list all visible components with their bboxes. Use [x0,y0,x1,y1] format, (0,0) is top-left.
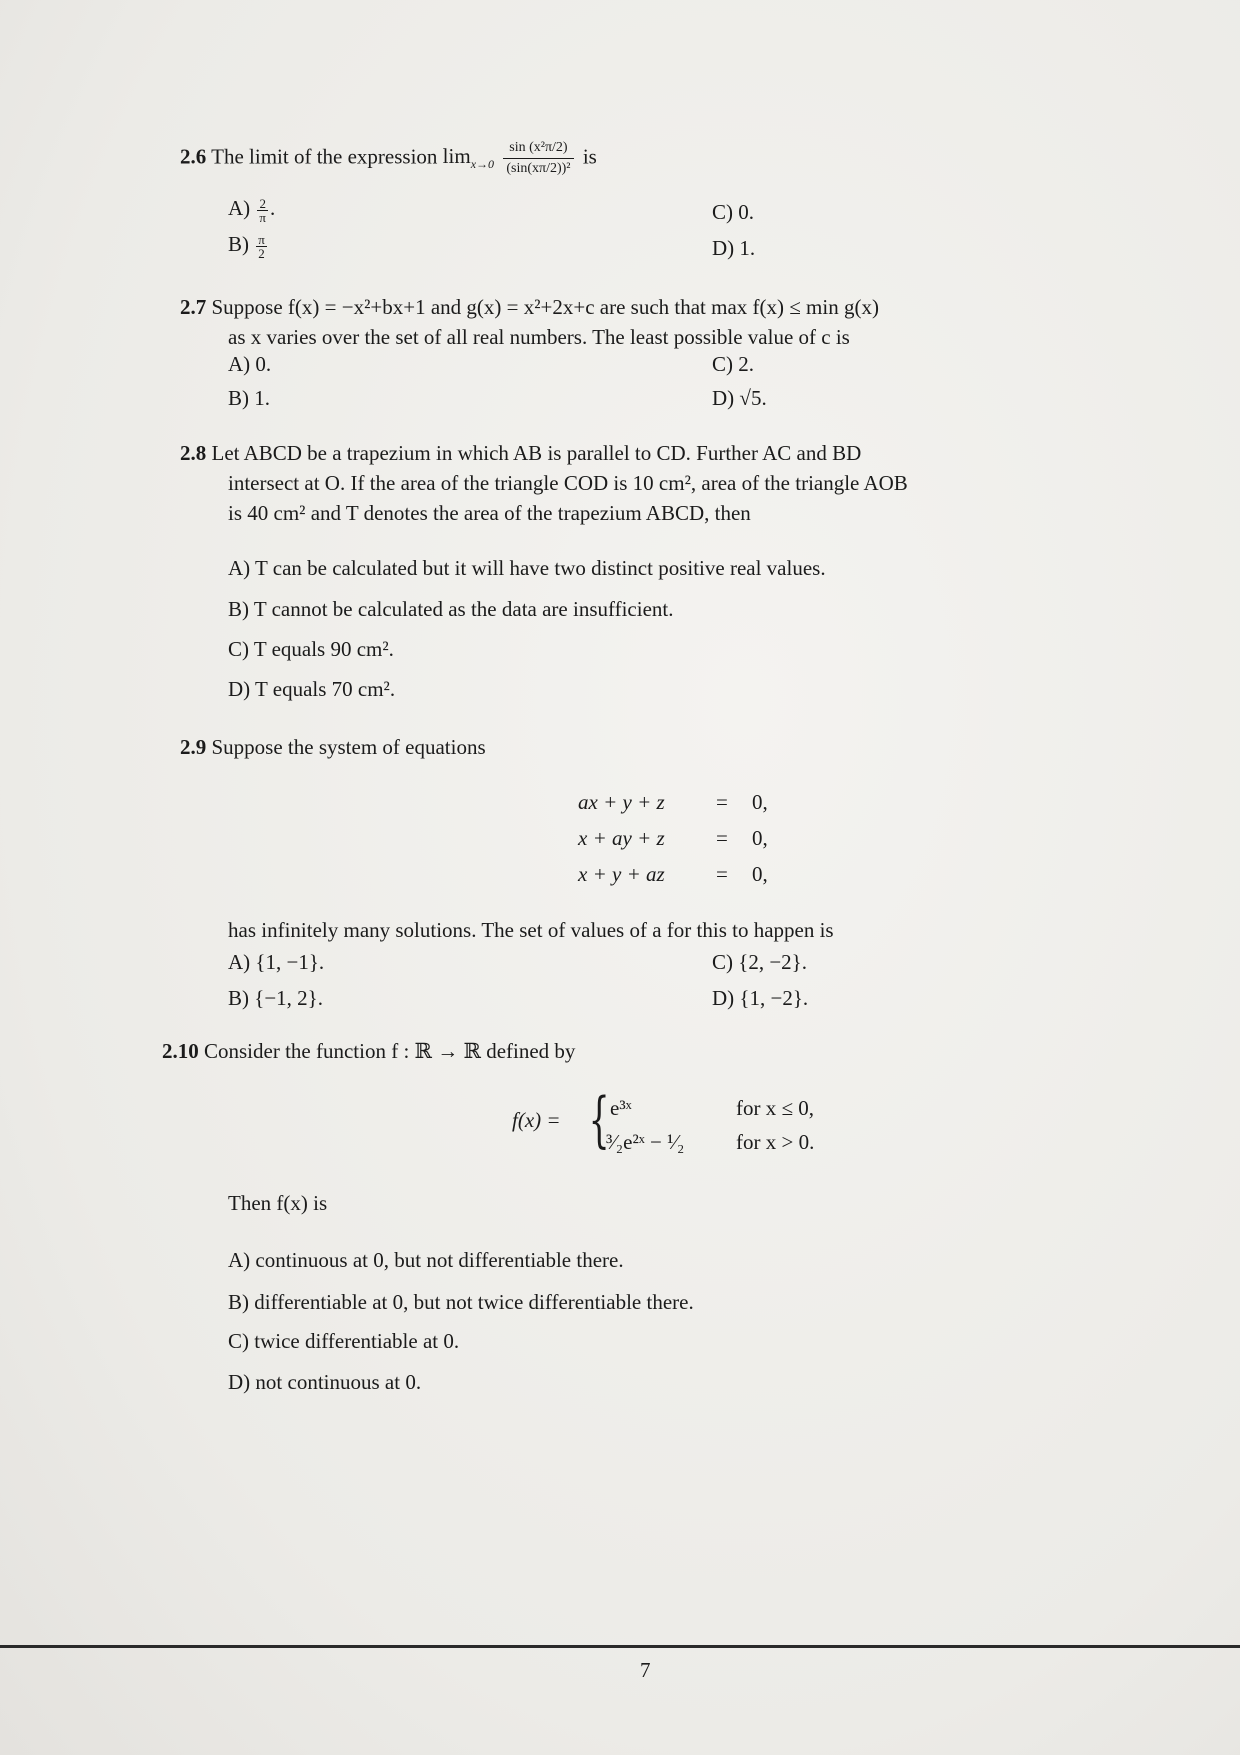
option-c[interactable]: C) {2, −2}. [712,950,808,974]
option-d[interactable]: D) T equals 70 cm². [228,677,396,701]
option-d[interactable]: D) {1, −2}. [712,986,809,1010]
equation-3-rhs: 0, [752,862,768,886]
question-text-line1: Let ABCD be a trapezium in which AB is parallel to CD. Further AC and BD [211,441,862,465]
question-text: Suppose the system of equations [211,735,486,759]
option-b[interactable]: B) T cannot be calculated as the data are insufficient. [228,597,674,621]
question-2-8-line3: is 40 cm² and T denotes the area of the trapezium ABCD, then [228,501,751,525]
option-b[interactable]: B) differentiable at 0, but not twice differentiable there. [228,1290,694,1314]
limit-fraction [503,138,573,179]
question-number: 2.9 [180,735,207,759]
option-a[interactable]: A) continuous at 0, but not differentiable there. [228,1248,624,1272]
equation-3-lhs: x + y + az [578,862,665,886]
question-number: 2.6 [180,144,207,169]
question-2-8 [180,438,861,468]
option-a[interactable]: A) 0. [228,352,272,376]
equation-1-rhs: 0, [752,790,768,814]
option-a[interactable]: A) $\frac{2}{\pi}$ . [228,195,276,225]
function-lhs: f(x) = [512,1108,561,1132]
question-2-10 [162,1036,575,1066]
option-c[interactable]: C) T equals 90 cm². [228,637,394,661]
case-1-expression: e³ˣ [610,1096,632,1120]
equation-2-eq: = [716,826,728,850]
option-c[interactable]: C) 0. [712,200,754,224]
limit-operator: $\lim_{x\to 0}$ [442,144,495,172]
option-b-fraction: $\frac{\pi}{2}$ [258,231,265,261]
question-tail: is [582,144,597,169]
option-a-fraction: $\frac{2}{\pi}$ [259,195,266,225]
question-2-10-then: Then f(x) is [228,1191,328,1215]
question-2-8-line2: intersect at O. If the area of the triangle COD is 10 cm², area of the triangle AOB [228,471,908,495]
question-2-9 [180,732,486,762]
case-2-condition: for x > 0. [736,1130,815,1154]
question-text: The limit of the expression [211,144,438,169]
question-number: 2.10 [162,1039,199,1063]
fraction-numerator: sin (x²π/2) [503,138,573,159]
option-d[interactable]: D) 1. [712,236,756,260]
question-number: 2.8 [180,441,207,465]
option-b[interactable]: B) {−1, 2}. [228,986,324,1010]
option-a[interactable]: A) {1, −1}. [228,950,325,974]
bottom-rule [0,1645,1240,1648]
question-text-line1: Suppose f(x) = −x²+bx+1 and g(x) = x²+2x+c are such that max f(x) ≤ min g(x) [211,295,879,319]
left-brace: { [588,1085,610,1155]
equation-2-lhs: x + ay + z [578,826,665,850]
equation-2-rhs: 0, [752,826,768,850]
option-d[interactable]: D) √5. [712,386,767,410]
question-2-7-line2: as x varies over the set of all real numbers. The least possible value of c is [228,325,850,349]
case-1-condition: for x ≤ 0, [736,1096,815,1120]
option-d[interactable]: D) not continuous at 0. [228,1370,422,1394]
option-b[interactable]: B) $\frac{\pi}{2}$ [228,231,265,261]
fraction-denominator: (sin(xπ/2))² [506,161,571,176]
question-2-7 [180,292,879,322]
equation-1-eq: = [716,790,728,814]
question-text: Consider the function f : ℝ → ℝ defined by [204,1039,576,1063]
equation-1-lhs: ax + y + z [578,790,665,814]
question-2-9-after: has infinitely many solutions. The set of values of a for this to happen is [228,918,834,942]
question-2-6 [180,138,597,180]
equation-3-eq: = [716,862,728,886]
page-number: 7 [640,1658,651,1682]
option-c[interactable]: C) twice differentiable at 0. [228,1329,460,1353]
option-b[interactable]: B) 1. [228,386,270,410]
case-2-expression: ³⁄₂e²ˣ − ¹⁄₂ [606,1130,685,1154]
option-a[interactable]: A) T can be calculated but it will have two distinct positive real values. [228,556,826,580]
question-number: 2.7 [180,295,207,319]
option-c[interactable]: C) 2. [712,352,754,376]
